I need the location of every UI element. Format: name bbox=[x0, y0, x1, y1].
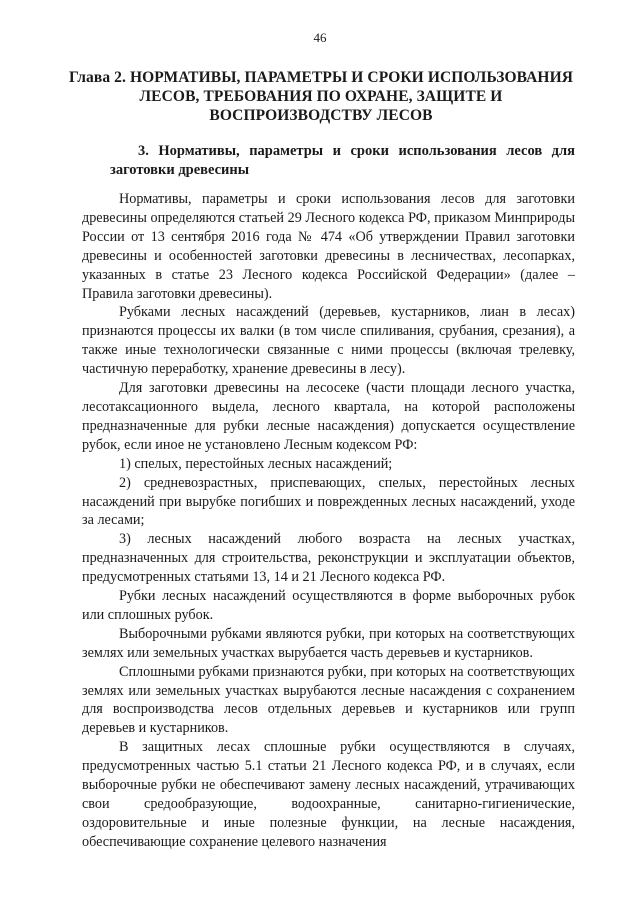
paragraph-selective-felling: Выборочными рубками являются рубки, при которых на соответствующих землях или земельных участках вырубается часть деревьев и кустарников. bbox=[82, 625, 575, 661]
list-item-2: 2) средневозрастных, приспевающих, спелых, перестойных лесных насаждений при вырубке погибших и поврежденных лесных насаждений, уходе за лесами; bbox=[82, 474, 575, 529]
paragraph-felling-definition: Рубками лесных насаждений (деревьев, кустарников, лиан в лесах) признаются процессы их валки (в том числе спиливания, срубания, срезания), а также иные технологически связанные с ними процессы (включая трелевку, частичную переработку, хранение древесины в лесу). bbox=[82, 304, 575, 378]
paragraph-felling-forms: Рубки лесных насаждений осуществляются в форме выборочных рубок или сплошных рубок. bbox=[82, 588, 575, 623]
body-text bbox=[82, 190, 575, 852]
chapter-title: Глава 2. НОРМАТИВЫ, ПАРАМЕТРЫ И СРОКИ ИСПОЛЬЗОВАНИЯ ЛЕСОВ, ТРЕБОВАНИЯ ПО ОХРАНЕ, ЗАЩИТЕ И ВОСПРОИЗВОДСТВУ ЛЕСОВ bbox=[68, 69, 574, 124]
paragraph-clear-felling: Сплошными рубками признаются рубки, при которых на соответствующих землях или земельных участках вырубаются лесные насаждения с сохранением для воспроизводства лесов отдельных деревьев и кустарников или групп деревьев и кустарников. bbox=[82, 663, 575, 737]
list-item-3: 3) лесных насаждений любого возраста на лесных участках, предназначенных для строительства, реконструкции и эксплуатации объектов, предусмотренных статьями 13, 14 и 21 Лесного кодекса РФ. bbox=[82, 531, 575, 586]
section-title: 3. Нормативы, параметры и сроки использования лесов для заготовки древесины bbox=[110, 143, 575, 178]
paragraph-norms: Нормативы, параметры и сроки использования лесов для заготовки древесины определяются статьей 29 Лесного кодекса РФ, приказом Минприроды России от 13 сентября 2016 года № 474 «Об утверждении Правил заготовки древесины и особенностей заготовки древесины в лесничествах, лесопарках, указанных в статье 23 Лесного кодекса Российской Федерации» (далее – Правила заготовки древесины). bbox=[82, 191, 575, 302]
paragraph-protective-forests: В защитных лесах сплошные рубки осуществляются в случаях, предусмотренных частью 5.1 статьи 21 Лесного кодекса РФ, и в случаях, если выборочные рубки не обеспечивают замену лесных насаждений, утрачивающих свои средообразующие, водоохранные, санитарно-гигиенические, оздоровительные и иные полезные функции, на лесные насаждения, обеспечивающие сохранение целевого назначения bbox=[82, 739, 575, 850]
page-number: 46 bbox=[313, 30, 327, 45]
list-item-1: 1) спелых, перестойных лесных насаждений; bbox=[119, 455, 393, 472]
paragraph-felling-permitted: Для заготовки древесины на лесосеке (части площади лесного участка, лесотаксационного выдела, лесного квартала, на которой расположены предназначенные для рубки лесные насаждения) допускается осуществление рубок, если иное не установлено Лесным кодексом РФ: bbox=[82, 380, 575, 453]
